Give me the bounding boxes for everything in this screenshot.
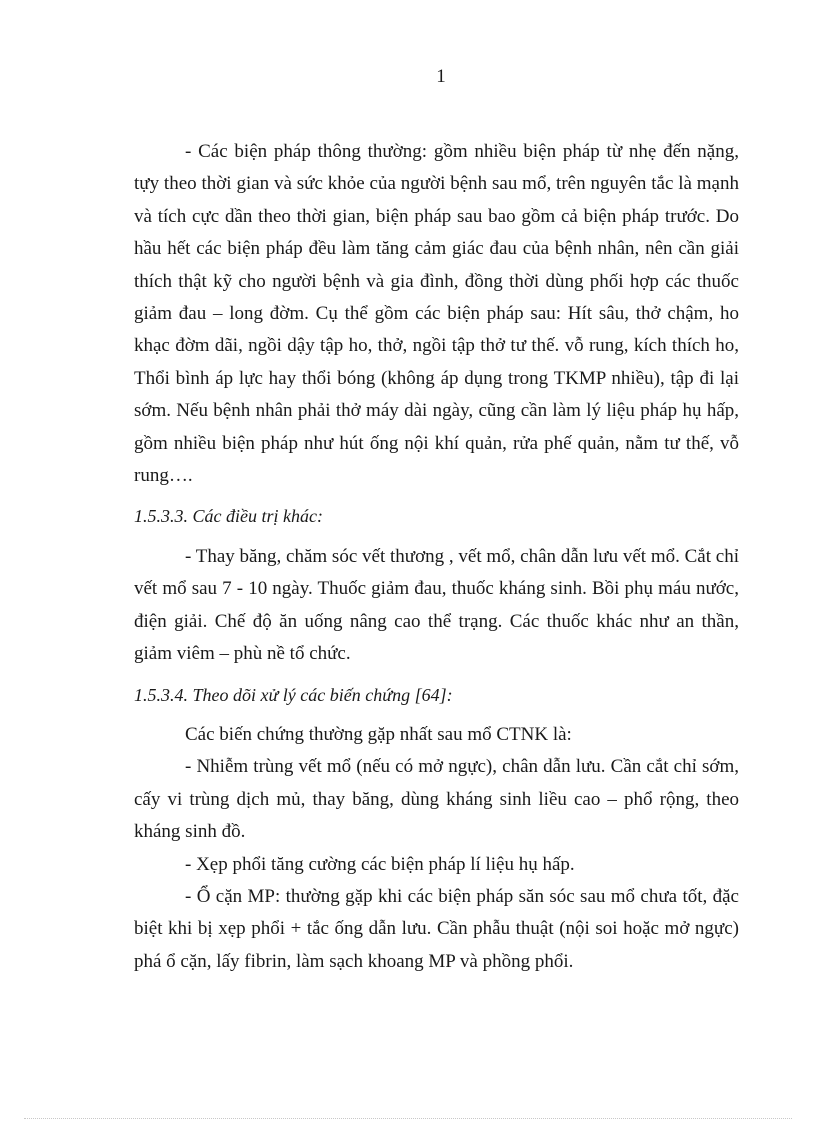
paragraph-atelectasis: - Xẹp phổi tăng cường các biện pháp lí liệu hụ hấp. <box>185 853 575 875</box>
paragraph-infection: - Nhiễm trùng vết mổ (nếu có mở ngực), chân dẫn lưu. Cần cắt chỉ sớm, cấy vi trùng dịch mủ, thay băng, dùng kháng sinh liều cao – phổ rộng, theo kháng sinh đồ. <box>134 756 739 843</box>
section-heading-complications: 1.5.3.4. Theo dõi xử lý các biến chứng [64]: <box>134 684 453 705</box>
page-bottom-divider <box>24 1118 792 1119</box>
paragraph-other-treatments: - Thay băng, chăm sóc vết thương , vết mổ, chân dẫn lưu vết mổ. Cắt chỉ vết mổ sau 7 - 10 ngày. Thuốc giảm đau, thuốc kháng sinh. Bồi phụ máu nước, điện giải. Chế độ ăn uống nâng cao thể trạng. Các thuốc khác như an thần, giảm viêm – phù nề tổ chức. <box>134 545 739 665</box>
page-number: 1 <box>436 66 446 87</box>
section-heading-other-treatments: 1.5.3.3. Các điều trị khác: <box>134 506 323 527</box>
page-body <box>134 136 739 978</box>
paragraph-general-measures: - Các biện pháp thông thường: gồm nhiều biện pháp từ nhẹ đến nặng, tựy theo thời gian và sức khỏe của người bệnh sau mổ, trên nguyên tắc là mạnh và tích cực dần theo thời gian, biện pháp sau bao gồm cả biện pháp trước. Do hầu hết các biện pháp đều làm tăng cảm giác đau của bệnh nhân, nên cần giải thích thật kỹ cho người bệnh và gia đình, đồng thời dùng phối hợp các thuốc giảm đau – long đờm. Cụ thể gồm các biện pháp sau: Hít sâu, thở chậm, ho khạc đờm dãi, ngồi dậy tập ho, thở, ngồi tập thở tư thế. vỗ rung, kích thích ho, Thổi bình áp lực hay thổi bóng (không áp dụng trong TKMP nhiều), tập đi lại sớm. Nếu bệnh nhân phải thở máy dài ngày, cũng cần làm lý liệu pháp hụ hấp, gồm nhiều biện pháp như hút ống nội khí quản, rửa phế quản, nằm tư thế, vỗ rung…. <box>134 141 739 487</box>
paragraph-complications-intro: Các biến chứng thường gặp nhất sau mổ CTNK là: <box>185 723 572 745</box>
paragraph-pleural-residue: - Ổ cặn MP: thường gặp khi các biện pháp săn sóc sau mổ chưa tốt, đặc biệt khi bị xẹp phổi + tắc ống dẫn lưu. Cần phẫu thuật (nội soi hoặc mở ngực) phá ổ cặn, lấy fibrin, làm sạch khoang MP và phồng phổi. <box>134 885 739 972</box>
